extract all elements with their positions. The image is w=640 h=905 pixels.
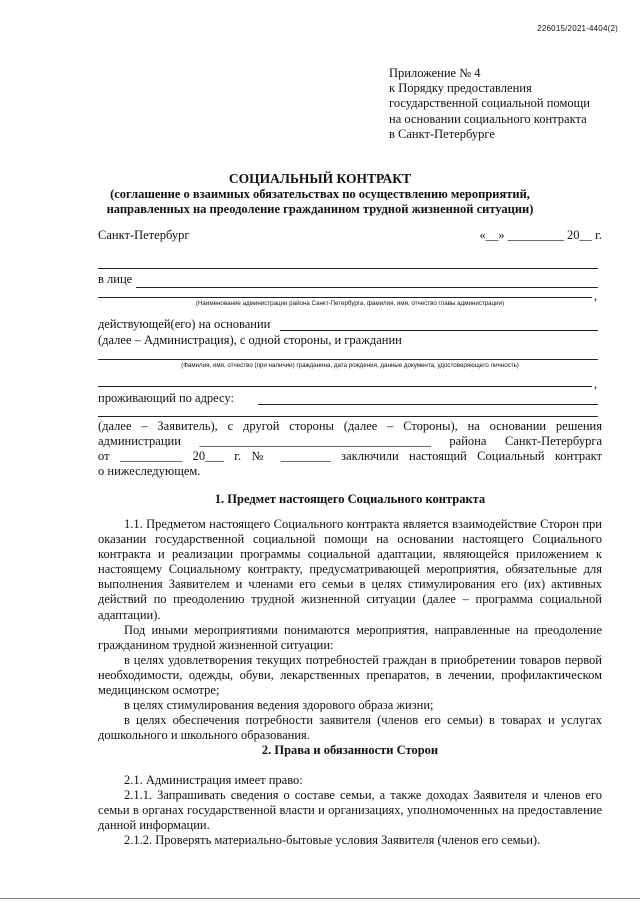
paragraph-other-measures: Под иными мероприятиями понимаются мероприятия, направленные на преодоление гражданином трудной жизненной ситуации: — [98, 622, 602, 652]
admin-party-text: (далее – Администрация), с одной стороны, и гражданин — [98, 333, 402, 347]
appendix-note — [389, 66, 590, 142]
appendix-line: Приложение № 4 — [389, 66, 481, 80]
blank-line — [98, 359, 598, 360]
paragraph-education: в целях обеспечения потребности заявителя (членов его семьи) в товарах и услугах дошкольного и школьного образования. — [98, 713, 602, 743]
comma-mark: , — [594, 289, 598, 303]
blank-line — [98, 416, 598, 417]
paragraph-2-1-2: 2.1.2. Проверять материально-бытовые условия Заявителя (членов его семьи). — [124, 833, 541, 848]
blank-line — [280, 330, 598, 331]
appendix-line: к Порядку предоставления — [389, 81, 532, 96]
blank-line — [98, 268, 598, 269]
text-line: от __________ 20___ г. № ________ заключили настоящий Социальный контракт — [98, 449, 602, 464]
text-line: администрации _____________________________________ района Санкт-Петербурга — [98, 434, 602, 449]
paragraph-healthy-life: в целях стимулирования ведения здорового образа жизни; — [124, 698, 434, 713]
address-label: проживающий по адресу: — [98, 391, 234, 405]
scan-edge-line — [0, 898, 640, 899]
text-line: о нижеследующем. — [98, 464, 201, 479]
paragraph-2-1-1: 2.1.1. Запрашивать сведения о составе семьи, а также доходах Заявителя и членов его семьи в органах государственной власти и организациях, уполномоченных на предоставление данной информации. — [98, 788, 602, 833]
in-person-row — [98, 272, 602, 287]
blank-line — [258, 404, 598, 405]
paragraph-needs: в целях удовлетворения текущих потребностей граждан в приобретении товаров первой необходимости, одежды, обуви, лекарственных препаратов, в лечении, профилактическом медицинском осмотре; — [98, 652, 602, 698]
section-2-body — [98, 773, 602, 848]
appendix-line: государственной социальной помощи — [389, 96, 590, 111]
caption-citizen: (Фамилия, имя, отчество (при наличии) гражданина, дата рождения, данные документа, удостоверяющего личность) — [181, 362, 519, 369]
applicant-paragraph — [98, 419, 602, 479]
caption-administration: (Наименование администрации района Санкт-Петербурга, фамилия, имя, отчество главы администрации) — [195, 300, 505, 307]
section-1-title: 1. Предмет настоящего Социального контракта — [214, 492, 486, 506]
admin-party-row — [98, 333, 602, 348]
comma-mark: , — [594, 377, 598, 391]
paragraph-2-1: 2.1. Администрация имеет право: — [124, 773, 303, 787]
title-sub-2: направленных на преодоление гражданином трудной жизненной ситуации) — [106, 202, 534, 216]
acting-basis-label: действующей(его) на основании — [98, 317, 271, 331]
city-name: Санкт-Петербург — [98, 228, 190, 242]
contract-title — [60, 171, 580, 217]
title-main: СОЦИАЛЬНЫЙ КОНТРАКТ — [228, 171, 412, 186]
title-sub-1: (соглашение о взаимных обязательствах по осуществлению мероприятий, — [110, 187, 530, 201]
in-person-label: в лице — [98, 272, 133, 286]
blank-line — [98, 386, 592, 387]
blank-line — [98, 297, 592, 298]
section-2-title: 2. Права и обязанности Сторон — [261, 743, 439, 757]
blank-line — [136, 287, 598, 288]
paragraph-1-1: 1.1. Предметом настоящего Социального контракта является взаимодействие Сторон при оказании государственной социальной помощи на основании настоящего Социального контракта и реализации программы социальной адаптации, являющейся приложением к настоящему Социальному контракту, предусматривающей мероприятия, обязательные для выполнения Заявителем и членами его семьи в целях стимулирования его (их) активных действий по преодолению трудной жизненной ситуации (далее – программа социальной адаптации). — [98, 517, 602, 622]
appendix-line: на основании социального контракта — [389, 111, 587, 126]
contract-date: «__» _________ 20__ г. — [479, 228, 602, 242]
appendix-line: в Санкт-Петербурге — [389, 126, 495, 141]
document-number: 226015/2021-4404(2) — [537, 24, 618, 33]
place-date-row — [98, 228, 602, 243]
text-line: (далее – Заявитель), с другой стороны (далее – Стороны), на основании решения — [98, 419, 602, 433]
section-1-body — [98, 517, 602, 743]
